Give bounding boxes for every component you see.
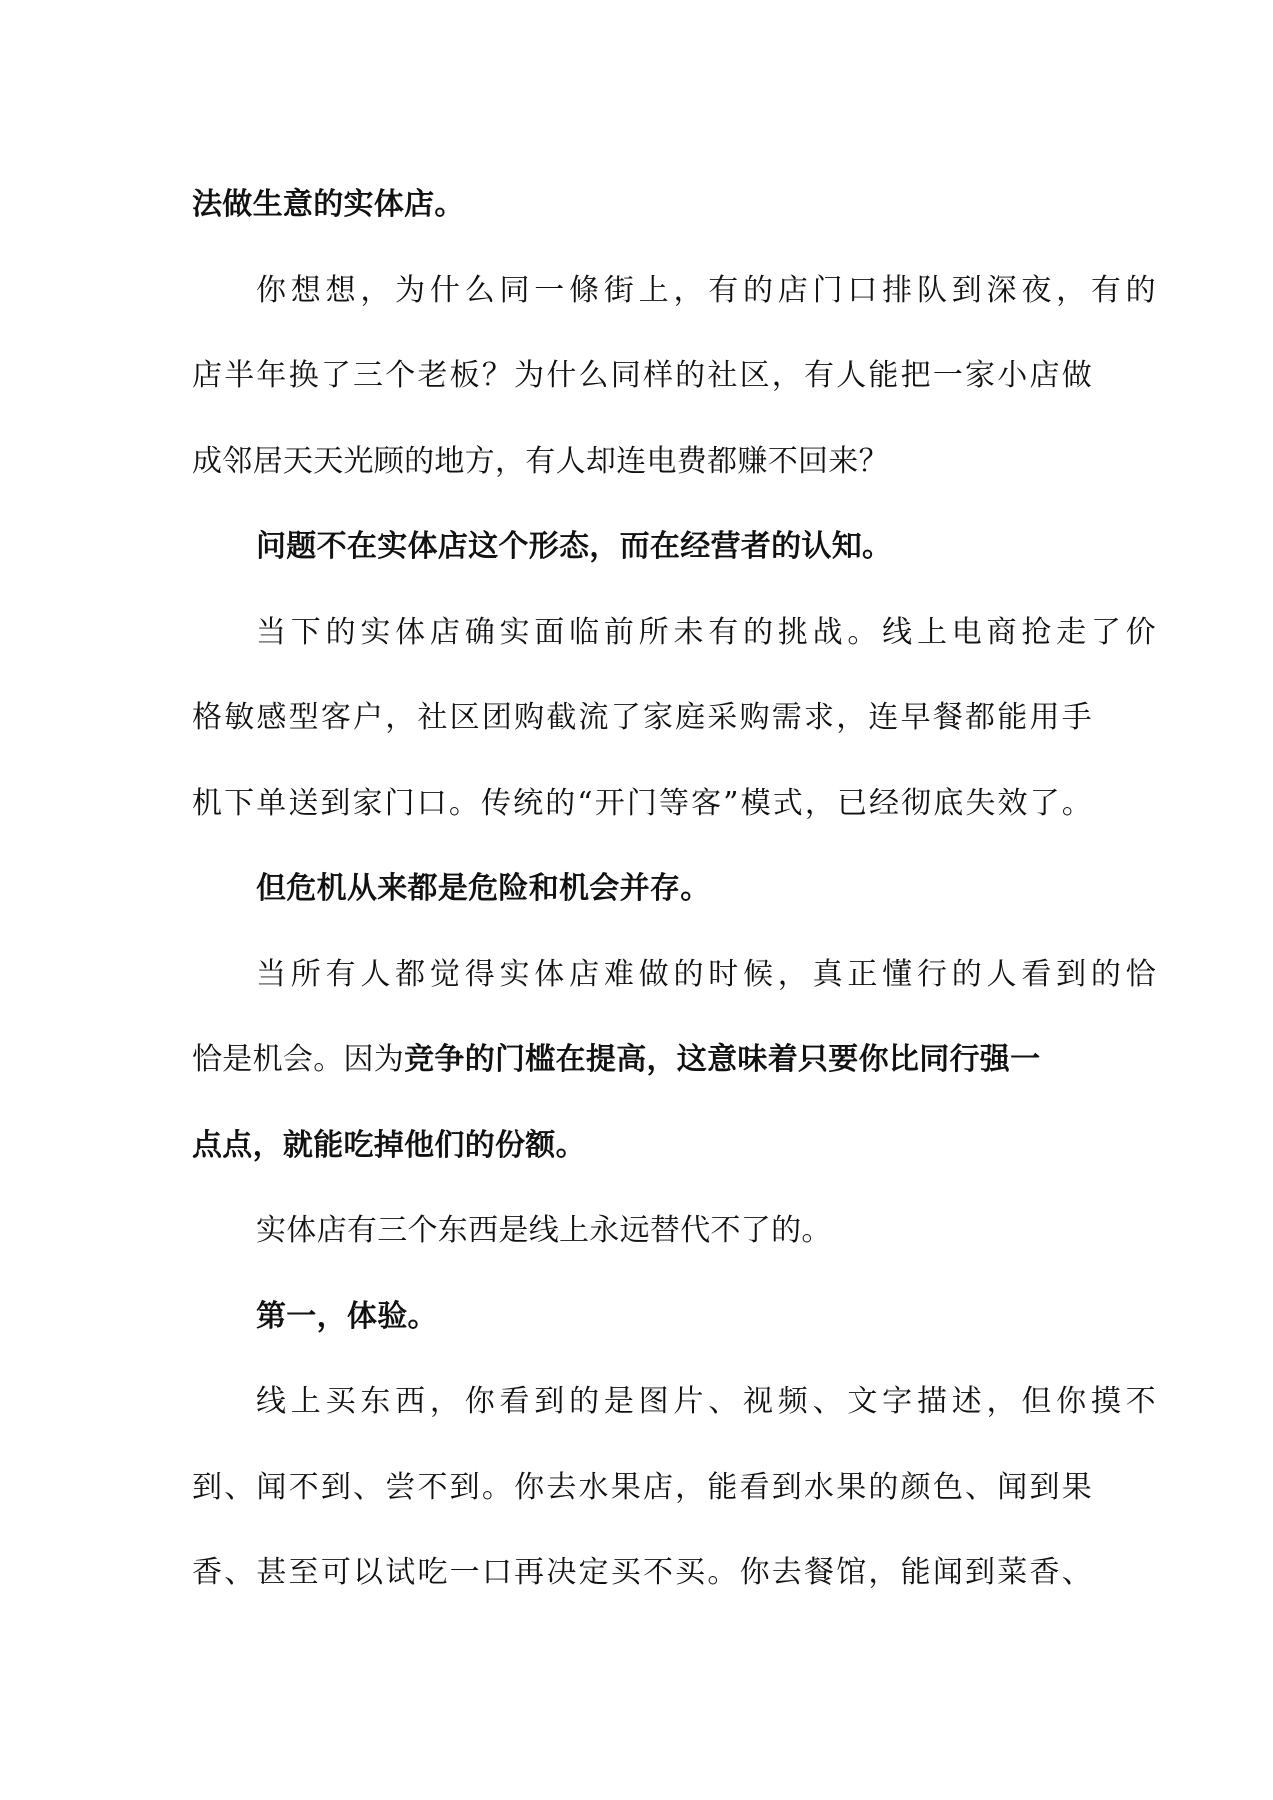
paragraph-text-bold: 竞争的门槛在提高，这意味着只要你比同行强一 [404,1042,1041,1077]
paragraph-line: 但危机从来都是危险和机会并存。 [256,871,711,906]
paragraph-line: 到、闻不到、尝不到。你去水果店，能看到水果的颜色、闻到果 [192,1469,1092,1505]
paragraph-line: 点点，就能吃掉他们的份额。 [192,1127,586,1163]
paragraph-line: 格敏感型客户，社区团购截流了家庭采购需求，连早餐都能用手 [192,700,1092,735]
document-body [192,162,1156,1616]
paragraph-line: 法做生意的实体店。 [192,187,465,222]
paragraph-line: 实体店有三个东西是线上永远替代不了的。 [256,1213,832,1248]
paragraph-line: 香、甚至可以试吃一口再决定买不买。你去餐馆，能闻到菜香、 [192,1555,1092,1590]
paragraph-line: 你想想，为什么同一條街上，有的店门口排队到深夜，有的 [256,272,1156,308]
paragraph-line [192,1017,1092,1103]
paragraph-line: 当所有人都觉得实体店难做的时候，真正懂行的人看到的恰 [256,956,1156,992]
paragraph-line: 当下的实体店确实面临前所未有的挑战。线上电商抢走了价 [256,614,1156,650]
paragraph-text-normal: 恰是机会。因为 [192,1042,405,1077]
paragraph-line: 第一，体验。 [256,1298,438,1334]
paragraph-line: 问题不在实体店这个形态，而在经营者的认知。 [256,529,893,564]
paragraph-line: 机下单送到家门口。传统的“开门等客”模式，已经彻底失效了。 [192,785,1092,821]
paragraph-line: 店半年换了三个老板？为什么同样的社区，有人能把一家小店做 [192,358,1092,393]
paragraph-line: 线上买东西，你看到的是图片、视频、文字描述，但你摸不 [256,1384,1156,1419]
paragraph-line: 成邻居天天光顾的地方，有人却连电费都赚不回来？ [192,443,889,479]
